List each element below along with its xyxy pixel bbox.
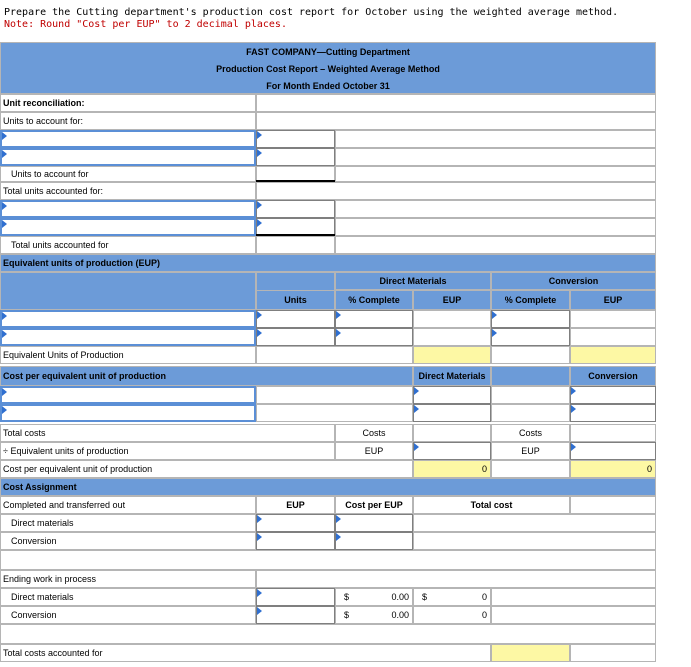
dropdown-arrow-icon (2, 388, 7, 396)
blank-cell (335, 200, 656, 218)
cost-row-2-conv-input[interactable] (570, 404, 656, 422)
dropdown-arrow-icon (257, 515, 262, 523)
dropdown-arrow-icon (414, 405, 419, 413)
blank-cell (570, 644, 656, 662)
divide-eup-conv-input[interactable] (570, 442, 656, 460)
eup-row-2-conv-pct-input[interactable] (491, 328, 570, 346)
total-costs-conv-caption: Costs (491, 424, 570, 442)
report-period: For Month Ended October 31 (266, 81, 390, 91)
blank-cell (491, 460, 570, 478)
divide-eup-dm-caption: EUP (335, 442, 413, 460)
cost-row-1-label-input[interactable] (0, 386, 256, 404)
eup-row-2-conv-eup (570, 328, 656, 346)
eup-row-1-units-input[interactable] (256, 310, 335, 328)
completed-dm-cost-input[interactable] (335, 514, 413, 532)
dropdown-arrow-icon (257, 131, 262, 139)
dropdown-arrow-icon (2, 312, 7, 320)
units-accounted-1-label-input[interactable] (0, 200, 256, 218)
blank-cell (491, 606, 656, 624)
units-source-1-label-input[interactable] (0, 130, 256, 148)
total-costs-label: Total costs (0, 424, 335, 442)
dropdown-arrow-icon (257, 311, 262, 319)
blank-cell (335, 218, 656, 236)
eup-row-1-dm-pct-input[interactable] (335, 310, 413, 328)
cost-per-eup-conv-header: Conversion (570, 366, 656, 386)
wip-dm-label: Direct materials (0, 588, 256, 606)
dropdown-arrow-icon (414, 443, 419, 451)
blank-cell (335, 166, 656, 182)
total-costs-conv-value (570, 424, 656, 442)
dropdown-arrow-icon (2, 406, 7, 414)
completed-conv-cost-input[interactable] (335, 532, 413, 550)
dropdown-arrow-icon (414, 387, 419, 395)
dropdown-arrow-icon (257, 607, 262, 615)
eup-row-2-units-input[interactable] (256, 328, 335, 346)
dropdown-arrow-icon (257, 329, 262, 337)
blank-cell (413, 532, 656, 550)
eup-total-dm (413, 346, 491, 364)
units-to-account-for-label: Units to account for: (0, 112, 256, 130)
cost-assignment-section-label: Cost Assignment (0, 478, 656, 496)
blank-cell (335, 148, 656, 166)
units-accounted-2-label-input[interactable] (0, 218, 256, 236)
dropdown-arrow-icon (336, 515, 341, 523)
blank-cell (256, 112, 656, 130)
blank-cell (256, 182, 656, 200)
eup-section-label: Equivalent units of production (EUP) (0, 254, 656, 272)
eup-conv-pct-header: % Complete (491, 290, 570, 310)
eup-dm-pct-header: % Complete (335, 290, 413, 310)
blank-cell (335, 236, 656, 254)
blank-cell (491, 346, 570, 364)
assignment-total-cost-header: Total cost (413, 496, 570, 514)
dropdown-arrow-icon (257, 201, 262, 209)
blank-cell (256, 386, 413, 404)
dollar-sign: $ (344, 610, 350, 620)
cost-row-1-dm-input[interactable] (413, 386, 491, 404)
assignment-cost-per-eup-header: Cost per EUP (335, 496, 413, 514)
blank-cell (491, 588, 656, 606)
dropdown-arrow-icon (257, 589, 262, 597)
eup-dm-eup-header: EUP (413, 290, 491, 310)
blank-cell (413, 514, 656, 532)
dropdown-arrow-icon (336, 311, 341, 319)
dropdown-arrow-icon (2, 330, 7, 338)
report-title: Production Cost Report – Weighted Average Method (216, 64, 440, 74)
cost-per-unit-dm-value: 0 (413, 460, 491, 478)
divide-eup-label: ÷ Equivalent units of production (0, 442, 335, 460)
report-header (0, 42, 656, 94)
units-source-2-input[interactable] (256, 148, 335, 166)
cost-per-eup-header-blank (491, 366, 570, 386)
dropdown-arrow-icon (2, 132, 7, 140)
dropdown-arrow-icon (336, 533, 341, 541)
wip-dm-eup-input[interactable] (256, 588, 335, 606)
dollar-sign: $ (344, 592, 350, 602)
dropdown-arrow-icon (571, 443, 576, 451)
dropdown-arrow-icon (571, 405, 576, 413)
blank-cell (491, 386, 570, 404)
cost-row-2-label-input[interactable] (0, 404, 256, 422)
completed-dm-eup-input[interactable] (256, 514, 335, 532)
instructions-note: Note: Round "Cost per EUP" to 2 decimal places. (4, 19, 287, 30)
wip-conv-eup-input[interactable] (256, 606, 335, 624)
units-source-1-input[interactable] (256, 130, 335, 148)
instructions-text: Prepare the Cutting department's production cost report for October using the weighted average method. (4, 7, 619, 18)
wip-conv-label: Conversion (0, 606, 256, 624)
total-underline (256, 234, 335, 236)
report-company: FAST COMPANY—Cutting Department (246, 47, 410, 57)
total-costs-dm-caption: Costs (335, 424, 413, 442)
eup-total-conv (570, 346, 656, 364)
blank-row (0, 550, 656, 570)
blank-cell (570, 496, 656, 514)
completed-dm-label: Direct materials (0, 514, 256, 532)
dropdown-arrow-icon (257, 149, 262, 157)
units-accounted-1-input[interactable] (256, 200, 335, 218)
blank-cell (256, 346, 413, 364)
cost-per-eup-section-label: Cost per equivalent unit of production (0, 366, 413, 386)
instructions (4, 7, 618, 31)
blank-cell (256, 404, 413, 422)
dollar-sign: $ (422, 592, 428, 602)
blank-cell (335, 130, 656, 148)
eup-total-label: Equivalent Units of Production (0, 346, 256, 364)
wip-dm-cost-value: 0.00 (391, 592, 409, 602)
eup-units-header: Units (256, 290, 335, 310)
completed-conv-label: Conversion (0, 532, 256, 550)
total-costs-accounted-label: Total costs accounted for (0, 644, 491, 662)
eup-row-1-conv-eup (570, 310, 656, 328)
total-costs-accounted-value (491, 644, 570, 662)
wip-conv-cost-cell (335, 606, 413, 624)
eup-row-2-dm-pct-input[interactable] (335, 328, 413, 346)
blank-row (0, 624, 656, 644)
eup-conv-eup-header: EUP (570, 290, 656, 310)
cost-per-unit-conv-value: 0 (570, 460, 656, 478)
eup-row-2-label-input[interactable] (0, 328, 256, 346)
unit-reconciliation-label: Unit reconciliation: (0, 94, 256, 112)
cost-row-2-dm-input[interactable] (413, 404, 491, 422)
total-units-accounted-for-label: Total units accounted for: (0, 182, 256, 200)
cost-per-unit-label: Cost per equivalent unit of production (0, 460, 413, 478)
wip-dm-cost-cell (335, 588, 413, 606)
dropdown-arrow-icon (336, 329, 341, 337)
assignment-eup-header: EUP (256, 496, 335, 514)
cost-per-eup-dm-header: Direct Materials (413, 366, 491, 386)
dropdown-arrow-icon (492, 311, 497, 319)
eup-row-2-dm-eup (413, 328, 491, 346)
wip-dm-total-value: 0 (481, 592, 487, 602)
eup-row-1-conv-pct-input[interactable] (491, 310, 570, 328)
wip-dm-total-cell (413, 588, 491, 606)
units-source-2-label-input[interactable] (0, 148, 256, 166)
eup-row-1-dm-eup (413, 310, 491, 328)
eup-header-blank (0, 272, 256, 310)
completed-conv-eup-input[interactable] (256, 532, 335, 550)
total-costs-dm-value (413, 424, 491, 442)
completed-transferred-label: Completed and transferred out (0, 496, 256, 514)
wip-conv-cost-value: 0.00 (391, 610, 409, 620)
eup-dm-header: Direct Materials (335, 272, 491, 290)
total-units-accounted-for-total-label: Total units accounted for (0, 236, 256, 254)
ending-wip-label: Ending work in process (0, 570, 256, 588)
eup-conv-header: Conversion (491, 272, 656, 290)
dropdown-arrow-icon (2, 220, 7, 228)
dropdown-arrow-icon (257, 533, 262, 541)
total-units-accounted-for-total-value (256, 236, 335, 254)
units-to-account-for-total-label: Units to account for (0, 166, 256, 182)
eup-row-1-label-input[interactable] (0, 310, 256, 328)
wip-conv-total-cell (413, 606, 491, 624)
blank-cell (256, 94, 656, 112)
dropdown-arrow-icon (2, 202, 7, 210)
dropdown-arrow-icon (492, 329, 497, 337)
dropdown-arrow-icon (257, 219, 262, 227)
blank-cell (491, 404, 570, 422)
cost-row-1-conv-input[interactable] (570, 386, 656, 404)
dropdown-arrow-icon (571, 387, 576, 395)
blank-cell (256, 570, 656, 588)
wip-conv-total-value: 0 (481, 610, 487, 620)
divide-eup-conv-caption: EUP (491, 442, 570, 460)
divide-eup-dm-input[interactable] (413, 442, 491, 460)
dropdown-arrow-icon (2, 150, 7, 158)
